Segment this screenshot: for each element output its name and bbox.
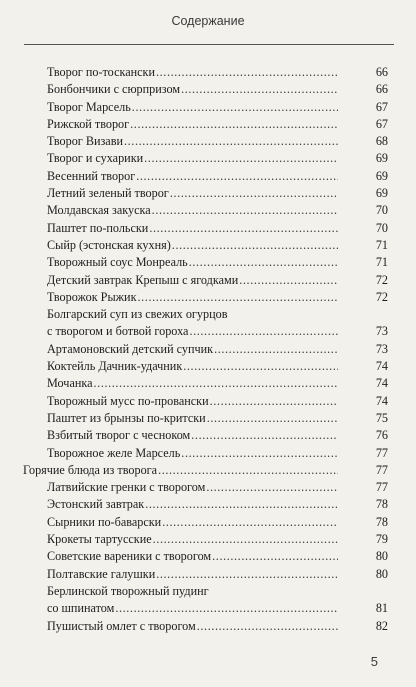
toc-entry-title: Артамоновский детский супчик: [47, 341, 214, 356]
toc-entry: [0, 323, 416, 340]
toc-entry: [0, 358, 416, 375]
toc-page-number: 72: [375, 289, 388, 304]
toc-page-number: 78: [375, 514, 388, 529]
toc-page-number: 69: [375, 151, 388, 166]
toc-entry-title: Эстонский завтрак: [47, 497, 145, 512]
dot-leader: [212, 548, 338, 565]
toc-page-number: 70: [375, 203, 388, 218]
toc-entry-title: Крокеты тартусские: [47, 532, 152, 547]
toc-page-number: 77: [375, 480, 388, 495]
toc-entry-title: Творог Визави: [47, 134, 123, 149]
toc-entry: [0, 583, 416, 600]
toc-entry-title: Горячие блюда из творога: [23, 462, 158, 477]
toc-entry: [0, 272, 416, 289]
dot-leader: [183, 358, 338, 375]
toc-page-number: 74: [375, 359, 388, 374]
running-header: Содержание: [171, 14, 245, 28]
toc-section-heading: [0, 462, 416, 479]
dot-leader: [214, 341, 338, 358]
dot-leader: [239, 272, 338, 289]
toc-entry: [0, 427, 416, 444]
dot-leader: [130, 116, 338, 133]
toc-entry-title: Творог по-тоскански: [47, 65, 156, 79]
toc-page-number: 69: [375, 168, 388, 183]
dot-leader: [149, 220, 338, 237]
dot-leader: [153, 531, 338, 548]
toc-entry-title: Взбитый творог с чесноком: [47, 428, 191, 443]
dot-leader: [191, 427, 338, 444]
toc-entry: [0, 185, 416, 202]
toc-page-number: 71: [375, 255, 388, 270]
toc-entry-title: Творожок Рыжик: [47, 289, 137, 304]
dot-leader: [152, 202, 338, 219]
toc-entry: [0, 133, 416, 150]
toc-entry-title: Сырники по-баварски: [47, 514, 162, 529]
toc-entry-title: Полтавские галушки: [47, 566, 156, 581]
toc-page-number: 77: [375, 462, 388, 477]
dot-leader: [94, 375, 338, 392]
toc-page-number: 81: [375, 601, 388, 616]
page-number: 5: [370, 654, 378, 669]
toc-entry: [0, 548, 416, 565]
toc-entry-title: Паштет по-польски: [47, 220, 149, 235]
dot-leader: [207, 410, 338, 427]
toc-entry-title: Мочанка: [47, 376, 93, 391]
toc-page-number: 71: [375, 237, 388, 252]
toc-entry-title: Молдавская закуска: [47, 203, 151, 218]
toc-entry: [0, 341, 416, 358]
toc-entry-title: Рижской творог: [47, 116, 130, 131]
toc-entry: [0, 479, 416, 496]
toc-entry: [0, 496, 416, 513]
dot-leader: [197, 618, 338, 635]
toc-entry-title: Творожное желе Марсель: [47, 445, 181, 460]
toc-entry-title: с творогом и ботвой гороха: [47, 324, 189, 339]
toc-page-number: 80: [375, 549, 388, 564]
dot-leader: [162, 514, 338, 531]
toc-entry: [0, 600, 416, 617]
toc-page-number: 68: [375, 134, 388, 149]
toc-entry: [0, 150, 416, 167]
dot-leader: [181, 445, 338, 462]
toc-page-number: 69: [375, 186, 388, 201]
toc-entry: [0, 254, 416, 271]
toc-page-number: 82: [375, 618, 388, 633]
toc-entry-title: Сыйр (эстонская кухня): [47, 237, 171, 252]
dot-leader: [189, 254, 338, 271]
toc-page-number: 73: [375, 341, 388, 356]
toc-entry: [0, 531, 416, 548]
dot-leader: [170, 185, 338, 202]
header-rule: [24, 44, 394, 45]
toc-entry-title: Берлинской творожный пудинг: [47, 583, 209, 598]
toc-entry: [0, 289, 416, 306]
toc-entry-title: со шпинатом: [47, 601, 115, 616]
toc-entry-title: Весенний творог: [47, 168, 136, 183]
dot-leader: [156, 566, 338, 583]
toc-entry-title: Болгарский суп из свежих огурцов: [47, 307, 228, 322]
toc-entry: [0, 202, 416, 219]
dot-leader: [144, 150, 338, 167]
toc-page-number: 73: [375, 324, 388, 339]
toc-entry: [0, 410, 416, 427]
toc-entry-title: Бонбончики с сюрпризом: [47, 82, 181, 97]
toc-page-number: 78: [375, 497, 388, 512]
toc-entry: [0, 514, 416, 531]
toc-entry-title: Пушистый омлет с творогом: [47, 618, 196, 633]
dot-leader: [181, 81, 338, 98]
toc-entry: [0, 237, 416, 254]
toc-entry-title: Творог и сухарики: [47, 151, 144, 166]
toc-entry: [0, 99, 416, 116]
toc-page-number: 70: [375, 220, 388, 235]
toc-entry: [0, 393, 416, 410]
dot-leader: [172, 237, 338, 254]
dot-leader: [156, 64, 338, 81]
toc-entry: [0, 220, 416, 237]
toc-entry: [0, 168, 416, 185]
dot-leader: [210, 393, 338, 410]
toc-page-number: 76: [375, 428, 388, 443]
toc-page-number: 67: [375, 116, 388, 131]
toc-entry: [0, 445, 416, 462]
toc-page-number: 77: [375, 445, 388, 460]
toc-entry-title: Латвийские гренки с творогом: [47, 480, 206, 495]
dot-leader: [138, 289, 339, 306]
table-of-contents: [0, 64, 416, 635]
dot-leader: [136, 168, 338, 185]
toc-page-number: 74: [375, 393, 388, 408]
dot-leader: [132, 99, 338, 116]
dot-leader: [206, 479, 338, 496]
toc-entry: [0, 375, 416, 392]
dot-leader: [189, 323, 338, 340]
toc-entry-title: Творожный соус Монреаль: [47, 255, 188, 270]
toc-page-number: 80: [375, 566, 388, 581]
dot-leader: [158, 462, 338, 479]
toc-entry: [0, 566, 416, 583]
toc-entry: [0, 306, 416, 323]
toc-entry-title: Паштет из брынзы по-критски: [47, 410, 206, 425]
toc-entry-title: Творог Марсель: [47, 99, 131, 114]
dot-leader: [145, 496, 338, 513]
toc-entry: [0, 618, 416, 635]
toc-page-number: 66: [375, 82, 388, 97]
dot-leader: [124, 133, 338, 150]
dot-leader: [115, 600, 338, 617]
toc-entry-title: Коктейль Дачник-удачник: [47, 359, 183, 374]
toc-entry-title: Творожный мусс по-провански: [47, 393, 209, 408]
toc-page-number: 79: [375, 532, 388, 547]
toc-page-number: 74: [375, 376, 388, 391]
toc-entry: [0, 64, 416, 81]
toc-entry: [0, 116, 416, 133]
toc-page-number: 67: [375, 99, 388, 114]
toc-page-number: 75: [375, 410, 388, 425]
toc-entry-title: Летний зеленый творог: [47, 186, 169, 201]
toc-page-number: 66: [375, 65, 388, 79]
toc-page-number: 72: [375, 272, 388, 287]
toc-entry-title: Детский завтрак Крепыш с ягодками: [47, 272, 239, 287]
toc-entry-title: Советские вареники с творогом: [47, 549, 212, 564]
toc-entry: [0, 81, 416, 98]
